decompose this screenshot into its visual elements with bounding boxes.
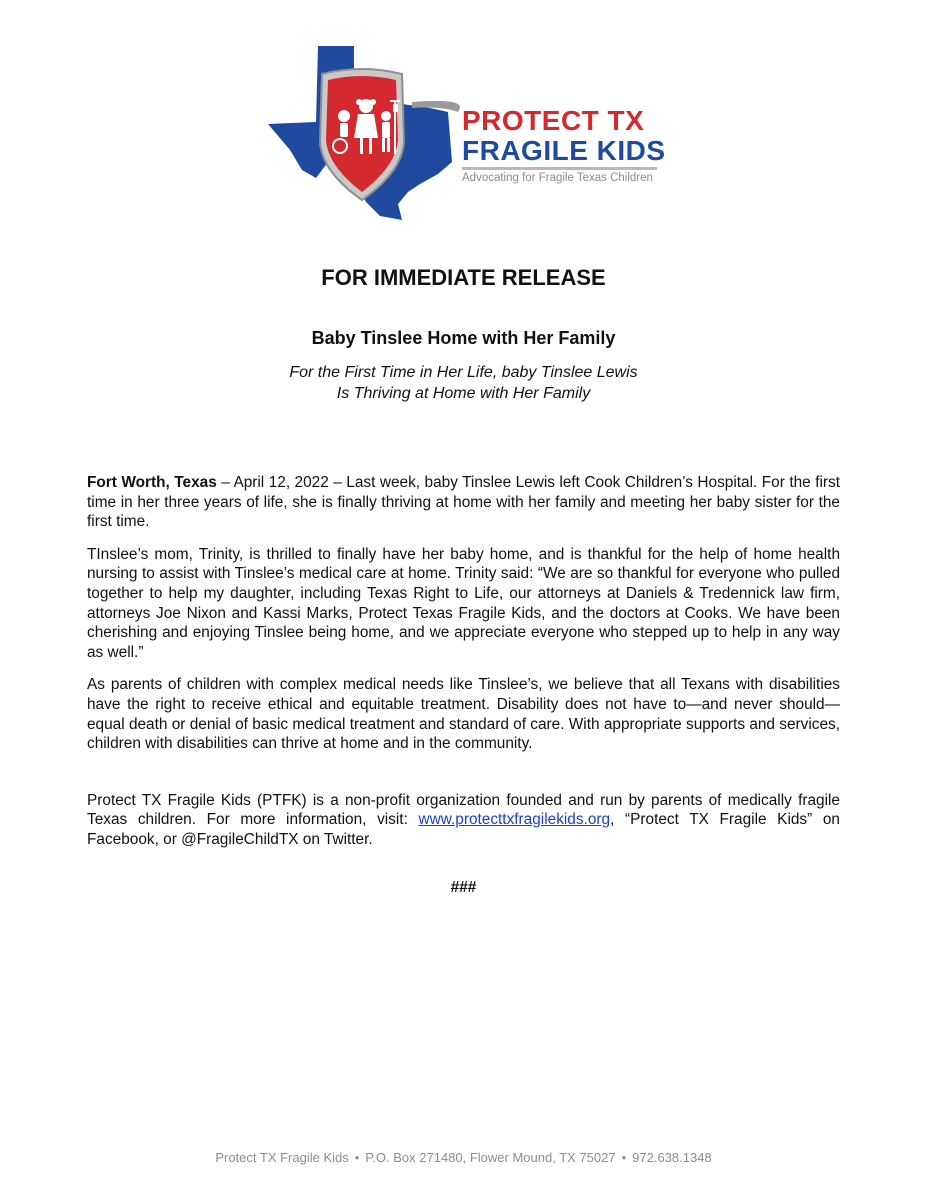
brand-name-line1: PROTECT TX [462, 105, 645, 136]
paragraph-1-text: – April 12, 2022 – Last week, baby Tinslee Lewis left Cook Children’s Hospital. For the first time in her three years of life, she is finally thriving at home with her family and meeting her baby sister for the first time. [87, 474, 840, 531]
website-link[interactable]: www.protecttxfragilekids.org [418, 811, 611, 829]
footer-phone: 972.638.1348 [632, 1150, 712, 1165]
logo [262, 42, 666, 222]
footer-org: Protect TX Fragile Kids [215, 1150, 349, 1165]
brand-divider [462, 167, 657, 170]
footer-address: P.O. Box 271480, Flower Mound, TX 75027 [365, 1150, 616, 1165]
about-text-end: , “Protect TX Fragile Kids” on Facebook, or @FragileChildTX on Twitter. [87, 811, 840, 848]
paragraph-1 [87, 473, 840, 532]
headline: Baby Tinslee Home with Her Family [311, 328, 616, 348]
end-mark: ### [450, 878, 477, 896]
footer-separator: • [354, 1150, 360, 1165]
about-text: Protect TX Fragile Kids (PTFK) is a non-profit organization founded and run by parents of medically fragile Texas children. For more information, visit: [87, 791, 840, 829]
dateline: Fort Worth, Texas [87, 474, 217, 491]
subheadline-line2: Is Thriving at Home with Her Family [336, 385, 591, 402]
paragraph-3: As parents of children with complex medical needs like Tinslee’s, we believe that all Texans with disabilities have the right to receive ethical and equitable treatment. Disability does not have to—and never should—equal death or denial of basic medical treatment and standard of care. With appropriate supports and services, children with disabilities can thrive at home and in the community. [87, 676, 840, 753]
paragraph-2: TInslee’s mom, Trinity, is thrilled to finally have her baby home, and is thankful for the help of home health nursing to assist with Tinslee’s medical care at home. Trinity said: “We are so thankful for everyone who pulled together to help my daughter, including Texas Right to Life, our attorneys at Daniels & Tredennick law firm, attorneys Joe Nixon and Kassi Marks, Protect Texas Fragile Kids, and the doctors at Cooks. We have been cherishing and enjoying Tinslee being home, and we appreciate everyone who stepped up to help in any way as well.” [87, 545, 840, 661]
body-text [87, 473, 840, 897]
brand-tagline: Advocating for Fragile Texas Children [462, 172, 653, 184]
paragraph-about [87, 791, 840, 850]
footer-separator: • [621, 1150, 627, 1165]
brand-name-line2: FRAGILE KIDS [462, 135, 666, 166]
subheadline-line1: For the First Time in Her Life, baby Tinslee Lewis [289, 364, 638, 381]
footer [0, 1150, 927, 1165]
release-label: FOR IMMEDIATE RELEASE [321, 265, 606, 290]
texas-shield-icon [262, 42, 462, 222]
subheadline [0, 362, 927, 404]
